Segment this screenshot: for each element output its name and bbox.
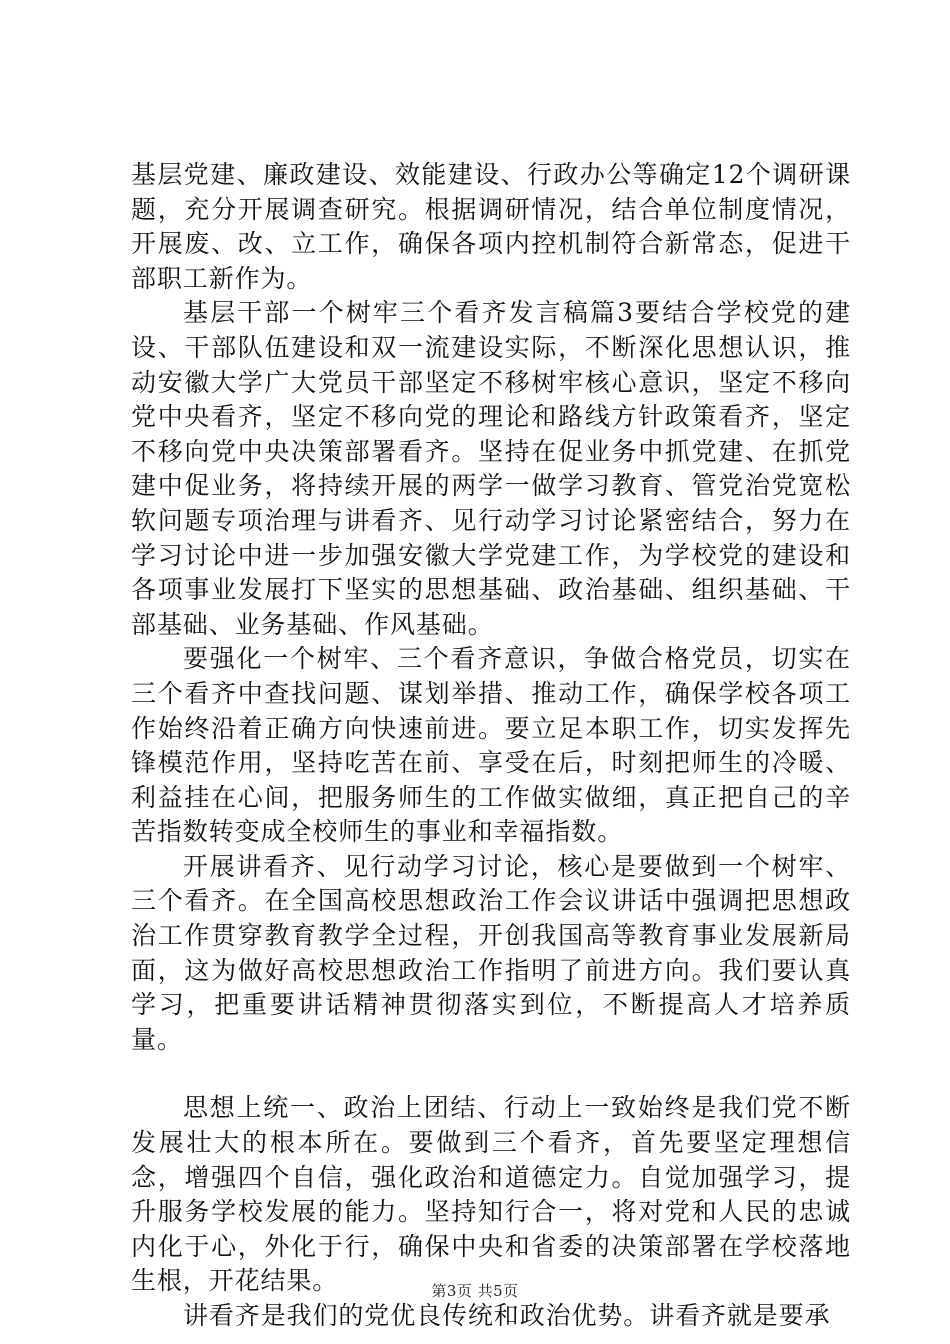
paragraph: 要强化一个树牢、三个看齐意识，争做合格党员，切实在三个看齐中查找问题、谋划举措、推动工作，确保学校各项工作始终沿着正确方向快速前进。要立足本职工作，切实发挥先锋模范作用，坚持吃苦在前、享受在后，时刻把师生的冷暖、利益挂在心间，把服务师生的工作做实做细，真正把自己的辛苦指数转变成全校师生的事业和幸福指数。 (131, 644, 851, 847)
page-number-footer: 第3页 共5页 (431, 1282, 519, 1300)
document-body (131, 158, 851, 1334)
paragraph: 思想上统一、政治上团结、行动上一致始终是我们党不断发展壮大的根本所在。要做到三个看齐，首先要坚定理想信念，增强四个自信，强化政治和道德定力。自觉加强学习，提升服务学校发展的能力。坚持知行合一，将对党和人民的忠诚内化于心，外化于行，确保中央和省委的决策部署在学校落地生根，开花结果。 (131, 1093, 851, 1296)
paragraph-continuation: 基层党建、廉政建设、效能建设、行政办公等确定12个调研课题，充分开展调查研究。根据调研情况，结合单位制度情况，开展废、改、立工作，确保各项内控机制符合新常态，促进干部职工新作为。 (131, 160, 851, 293)
paragraph: 开展讲看齐、见行动学习讨论，核心是要做到一个树牢、三个看齐。在全国高校思想政治工作会议讲话中强调把思想政治工作贯穿教育教学全过程，开创我国高等教育事业发展新局面，这为做好高校思想政治工作指明了前进方向。我们要认真学习，把重要讲话精神贯彻落实到位，不断提高人才培养质量。 (131, 851, 851, 1054)
paragraph: 讲看齐是我们的党优良传统和政治优势。讲看齐就是要承 (183, 1301, 831, 1330)
paragraph: 基层干部一个树牢三个看齐发言稿篇3要结合学校党的建设、干部队伍建设和双一流建设实际，不断深化思想认识，推动安徽大学广大党员干部坚定不移树牢核心意识，坚定不移向党中央看齐，坚定不移向党的理论和路线方针政策看齐，坚定不移向党中央决策部署看齐。坚持在促业务中抓党建、在抓党建中促业务，将持续开展的两学一做学习教育、管党治党宽松软问题专项治理与讲看齐、见行动学习讨论紧密结合，努力在学习讨论中进一步加强安徽大学党建工作，为学校党的建设和各项事业发展打下坚实的思想基础、政治基础、组织基础、干部基础、业务基础、作风基础。 (131, 298, 851, 639)
